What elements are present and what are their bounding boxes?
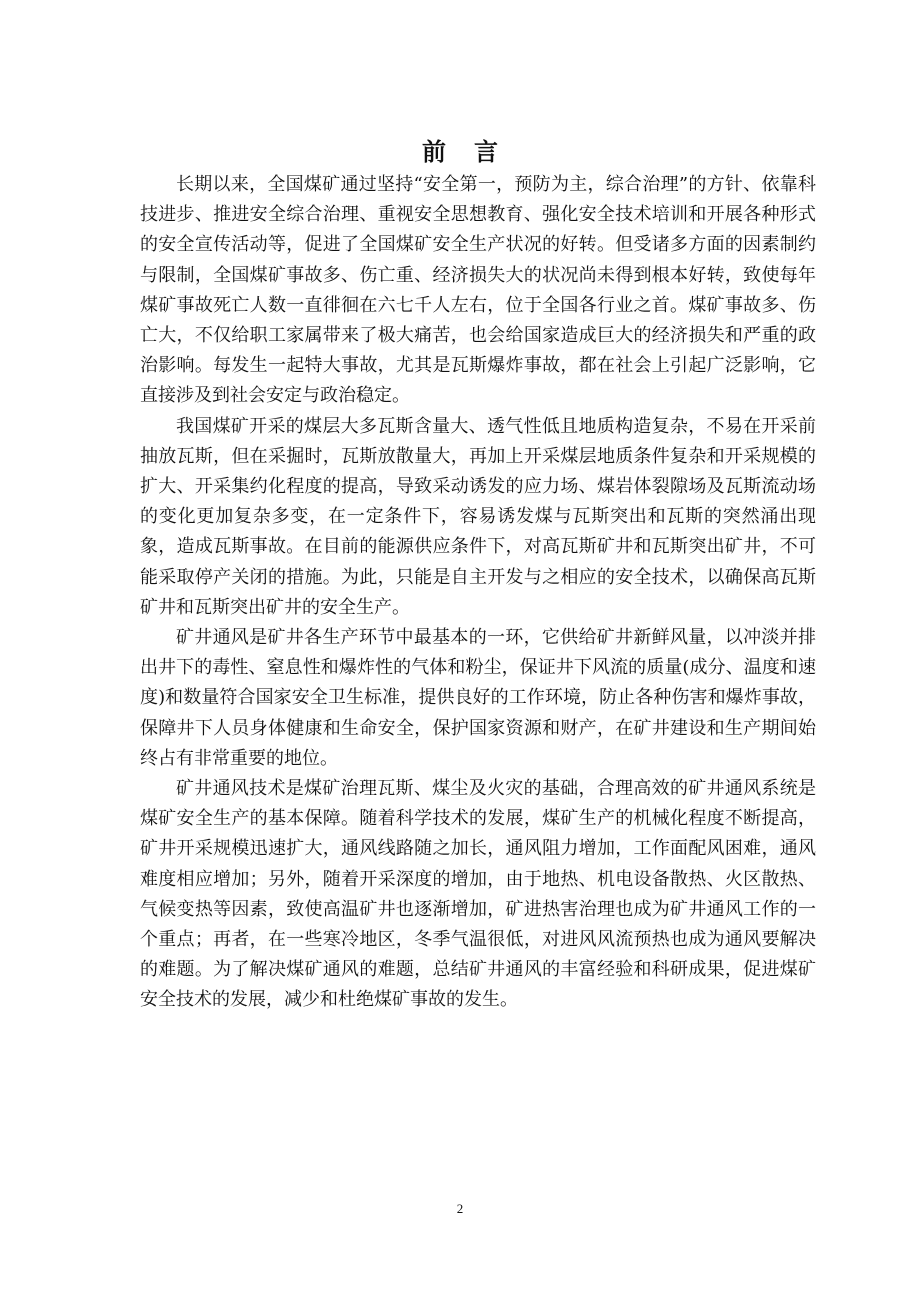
- paragraph-1: 长期以来，全国煤矿通过坚持“安全第一，预防为主，综合治理”的方针、依靠科技进步、推进安全综合治理、重视安全思想教育、强化安全技术培训和开展各种形式的安全宣传活动等，促进了全国煤矿安全生产状况的好转。但受诸多方面的因素制约与限制，全国煤矿事故多、伤亡重、经济损失大的状况尚未得到根本好转，致使每年煤矿事故死亡人数一直徘徊在六七千人左右，位于全国各行业之首。煤矿事故多、伤亡大，不仅给职工家属带来了极大痛苦，也会给国家造成巨大的经济损失和严重的政治影响。每发生一起特大事故，尤其是瓦斯爆炸事故，都在社会上引起广泛影响，它直接涉及到社会安定与政治稳定。: [140, 174, 816, 407]
- body-text: [140, 170, 816, 1016]
- paragraph-4: 矿井通风技术是煤矿治理瓦斯、煤尘及火灾的基础，合理高效的矿井通风系统是煤矿安全生产的基本保障。随着科学技术的发展，煤矿生产的机械化程度不断提高，矿井开采规模迅速扩大，通风线路随之加长，通风阻力增加，工作面配风困难，通风难度相应增加；另外，随着开采深度的增加，由于地热、机电设备散热、火区散热、气候变热等因素，致使高温矿井也逐渐增加，矿进热害治理也成为矿井通风工作的一个重点；再者，在一些寒冷地区，冬季气温很低，对进风风流预热也成为通风要解决的难题。为了解决煤矿通风的难题，总结矿井通风的丰富经验和科研成果，促进煤矿安全技术的发展，减少和杜绝煤矿事故的发生。: [140, 778, 816, 1011]
- paragraph-3: 矿井通风是矿井各生产环节中最基本的一环，它供给矿井新鲜风量，以冲淡并排出井下的毒性、窒息性和爆炸性的气体和粉尘，保证井下风流的质量(成分、温度和速度)和数量符合国家安全卫生标准，提供良好的工作环境，防止各种伤害和爆炸事故，保障井下人员身体健康和生命安全，保护国家资源和财产，在矿井建设和生产期间始终占有非常重要的地位。: [140, 627, 816, 769]
- paragraph-2: 我国煤矿开采的煤层大多瓦斯含量大、透气性低且地质构造复杂，不易在开采前抽放瓦斯，但在采掘时，瓦斯放散量大，再加上开采煤层地质条件复杂和开采规模的扩大、开采集约化程度的提高，导致采动诱发的应力场、煤岩体裂隙场及瓦斯流动场的变化更加复杂多变，在一定条件下，容易诱发煤与瓦斯突出和瓦斯的突然涌出现象，造成瓦斯事故。在目前的能源供应条件下，对高瓦斯矿井和瓦斯突出矿井，不可能采取停产关闭的措施。为此，只能是自主开发与之相应的安全技术，以确保高瓦斯矿井和瓦斯突出矿井的安全生产。: [140, 415, 816, 618]
- page-number: 2: [456, 1201, 464, 1216]
- page-title: 前言: [422, 138, 526, 166]
